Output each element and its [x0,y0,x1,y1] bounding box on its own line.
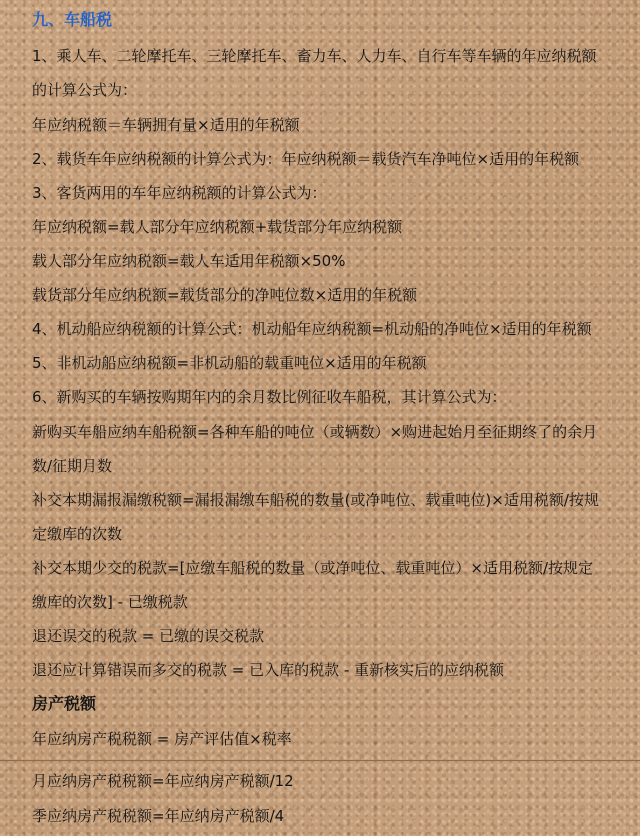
paragraph-line: 退还应计算错误而多交的税款 = 已入库的税款 - 重新核实后的应纳税额 [32,661,505,679]
paragraph-line: 3、客货两用的车年应纳税额的计算公式为： [32,184,327,202]
paragraph-line: 载人部分年应纳税额=载人车适用年税额×50% [32,252,346,270]
paragraph-line: 年应纳税额＝车辆拥有量×适用的年税额 [32,116,300,134]
paragraph-line: 数/征期月数 [32,457,113,475]
paragraph-line: 定缴库的次数 [32,525,123,543]
paragraph-line: 4、机动船应纳税额的计算公式：机动船年应纳税额=机动船的净吨位×适用的年税额 [32,320,592,338]
property-line: 季应纳房产税税额=年应纳房产税额/4 [32,807,285,825]
subsection-title: 房产税额 [32,694,97,713]
paragraph-line: 缴库的次数] - 已缴税款 [32,593,188,611]
property-line: 年应纳房产税税额 = 房产评估值×税率 [32,730,292,748]
paragraph-line: 2、载货车年应纳税额的计算公式为：年应纳税额＝载货汽车净吨位×适用的年税额 [32,150,580,168]
paragraph-line: 新购买车船应纳车船税额=各种车船的吨位（或辆数）×购进起始月至征期终了的余月 [32,423,598,441]
paragraph-line: 年应纳税额=载人部分年应纳税额+载货部分年应纳税额 [32,218,403,236]
paragraph-line: 1、乘人车、二轮摩托车、三轮摩托车、畜力车、人力车、自行车等车辆的年应纳税额 [32,47,597,65]
paragraph-line: 的计算公式为： [32,81,138,99]
paragraph-line: 5、非机动船应纳税额=非机动船的载重吨位×适用的年税额 [32,354,427,372]
property-line: 月应纳房产税税额=年应纳房产税额/12 [32,772,294,790]
paragraph-line: 载货部分年应纳税额=载货部分的净吨位数×适用的年税额 [32,286,418,304]
paragraph-line: 6、新购买的车辆按购期年内的余月数比例征收车船税，其计算公式为： [32,388,507,406]
paragraph-line: 补交本期漏报漏缴税额=漏报漏缴车船税的数量(或净吨位、载重吨位)×适用税额/按规 [32,491,599,509]
paragraph-line: 退还误交的税款 = 已缴的误交税款 [32,627,265,645]
section-title: 九、车船税 [32,10,113,29]
divider [0,760,640,761]
paragraph-line: 补交本期少交的税款=[应缴车船税的数量（或净吨位、载重吨位）×适用税额/按规定 [32,559,594,577]
